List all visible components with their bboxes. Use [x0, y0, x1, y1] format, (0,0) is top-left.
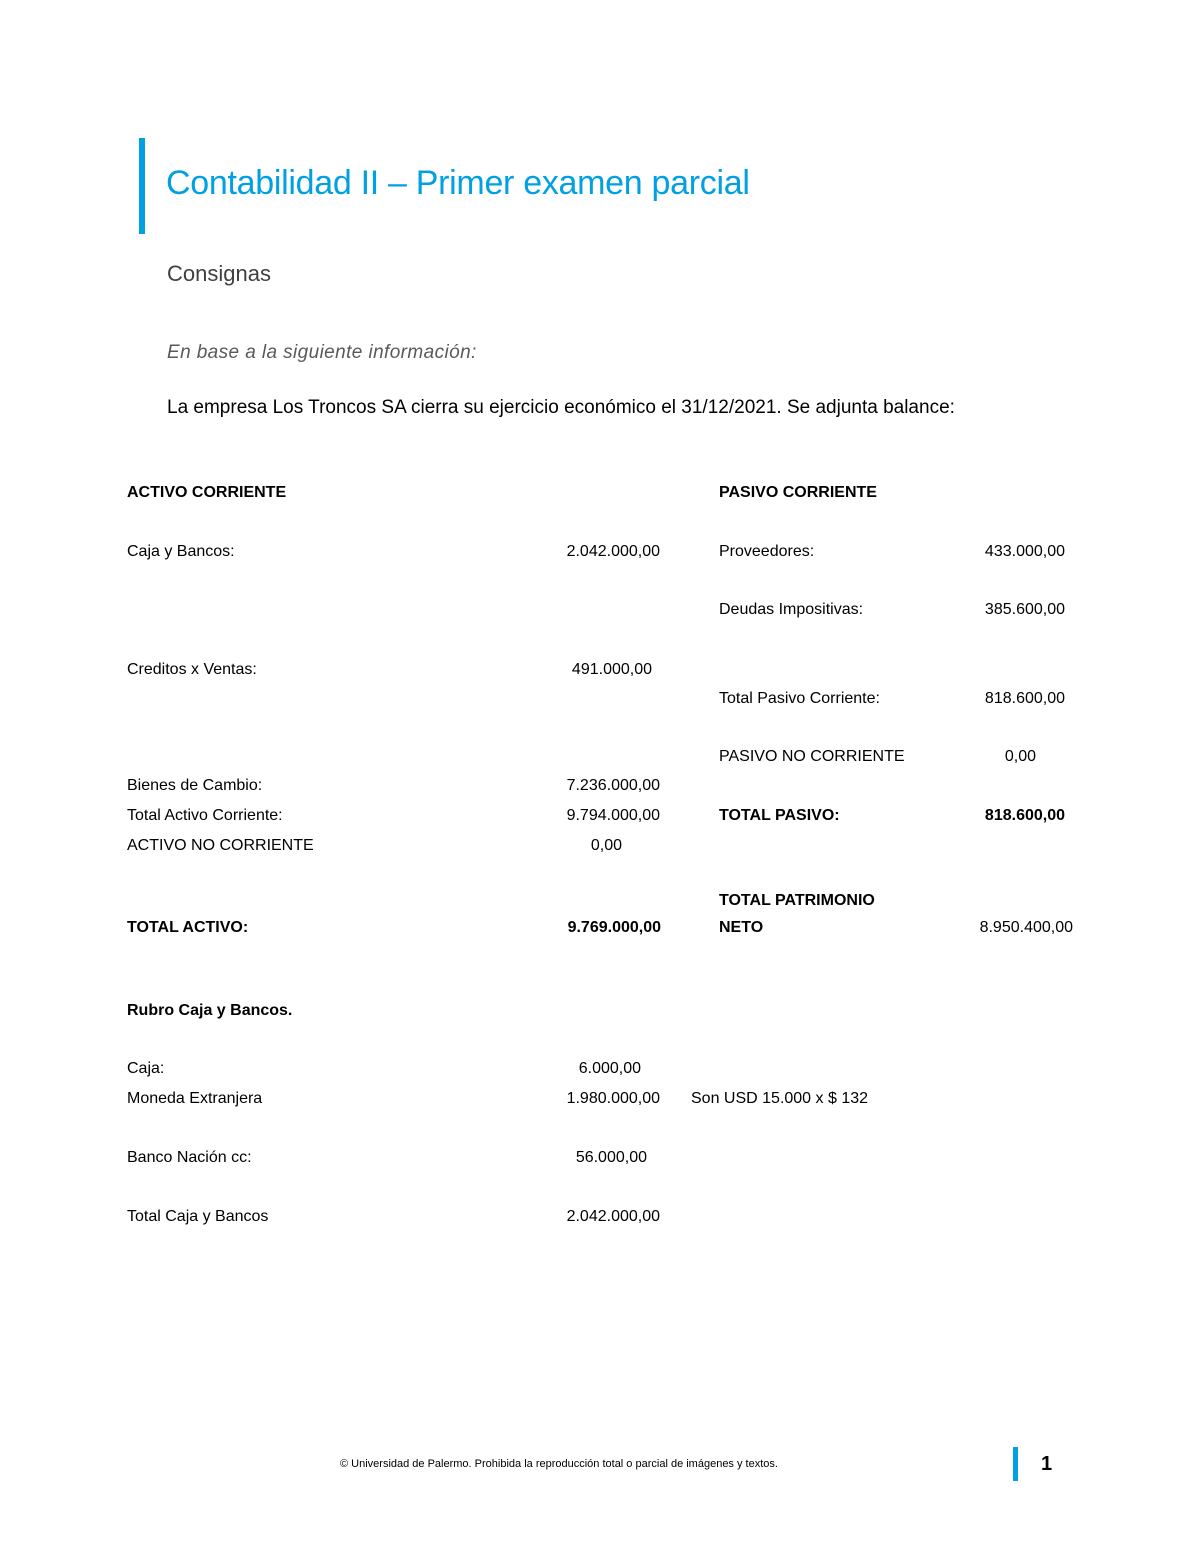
- page-number: 1: [1041, 1453, 1053, 1475]
- total-caja-bancos-value: 2.042.000,00: [566, 1208, 660, 1225]
- creditos-ventas-value: 491.000,00: [571, 661, 652, 678]
- total-patrimonio-value: 8.950.400,00: [979, 919, 1073, 936]
- deudas-impositivas-value: 385.600,00: [984, 601, 1065, 618]
- section-subtitle: Consignas: [167, 261, 271, 286]
- total-pasivo-label: TOTAL PASIVO:: [719, 807, 840, 824]
- rubro-caja-value: 6.000,00: [578, 1060, 641, 1077]
- total-activo-corriente-value: 9.794.000,00: [566, 807, 660, 824]
- moneda-extranjera-note: Son USD 15.000 x $ 132: [691, 1090, 869, 1107]
- moneda-extranjera-value: 1.980.000,00: [566, 1090, 660, 1107]
- intro-text: En base a la siguiente información:: [167, 342, 477, 363]
- caja-bancos-value: 2.042.000,00: [566, 543, 660, 560]
- intro-paragraph: La empresa Los Troncos SA cierra su ejercicio económico el 31/12/2021. Se adjunta balance:: [167, 397, 955, 418]
- total-activo-corriente-label: Total Activo Corriente:: [127, 807, 283, 824]
- caja-bancos-label: Caja y Bancos:: [127, 543, 235, 560]
- bienes-cambio-label: Bienes de Cambio:: [127, 777, 263, 794]
- proveedores-value: 433.000,00: [984, 543, 1065, 560]
- activo-no-corriente-value: 0,00: [590, 837, 622, 854]
- footer-accent-bar: [1013, 1447, 1018, 1481]
- total-patrimonio-label-line1: TOTAL PATRIMONIO: [719, 892, 875, 909]
- pasivo-no-corriente-label: PASIVO NO CORRIENTE: [719, 748, 905, 765]
- pasivo-corriente-heading: PASIVO CORRIENTE: [719, 484, 877, 501]
- page-title: Contabilidad II – Primer examen parcial: [166, 164, 750, 202]
- total-pasivo-value: 818.600,00: [984, 807, 1065, 824]
- activo-no-corriente-label: ACTIVO NO CORRIENTE: [127, 837, 314, 854]
- total-pasivo-corriente-label: Total Pasivo Corriente:: [719, 690, 880, 707]
- total-activo-label: TOTAL ACTIVO:: [127, 919, 249, 936]
- total-pasivo-corriente-value: 818.600,00: [984, 690, 1065, 707]
- creditos-ventas-label: Creditos x Ventas:: [127, 661, 257, 678]
- banco-nacion-label: Banco Nación cc:: [127, 1149, 252, 1166]
- moneda-extranjera-label: Moneda Extranjera: [127, 1090, 263, 1107]
- rubro-caja-label: Caja:: [127, 1060, 165, 1077]
- title-accent-bar: [139, 138, 145, 234]
- total-caja-bancos-label: Total Caja y Bancos: [127, 1208, 269, 1225]
- banco-nacion-value: 56.000,00: [575, 1149, 647, 1166]
- bienes-cambio-value: 7.236.000,00: [566, 777, 660, 794]
- pasivo-no-corriente-value: 0,00: [1004, 748, 1036, 765]
- rubro-heading: Rubro Caja y Bancos.: [127, 1002, 293, 1019]
- total-patrimonio-label-line2: NETO: [719, 919, 764, 936]
- deudas-impositivas-label: Deudas Impositivas:: [719, 601, 864, 618]
- total-activo-value: 9.769.000,00: [567, 919, 661, 936]
- proveedores-label: Proveedores:: [719, 543, 815, 560]
- footer-copyright: © Universidad de Palermo. Prohibida la reproducción total o parcial de imágenes y textos.: [340, 1458, 778, 1470]
- activo-corriente-heading: ACTIVO CORRIENTE: [127, 484, 287, 501]
